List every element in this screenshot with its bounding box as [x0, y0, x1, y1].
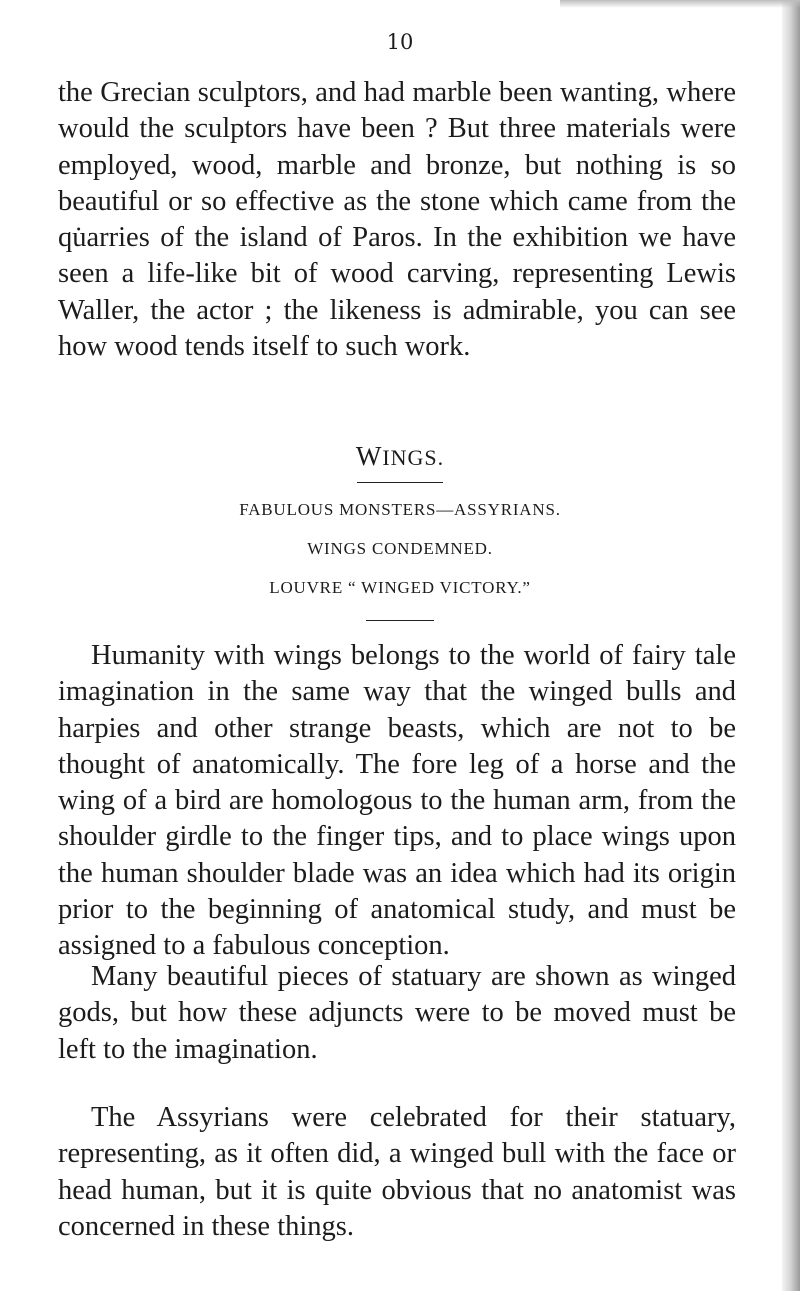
paragraph-statuary: Many beautiful pieces of statuary are shown as winged gods, but how these adjuncts were to be moved must be left to the imagination. [58, 961, 736, 1065]
section-title [0, 441, 800, 472]
section-title-initial: W [355, 441, 383, 471]
title-rule [357, 482, 443, 483]
page-number: 10 [386, 30, 414, 54]
paragraph-humanity: Humanity with wings belongs to the world of fairy tale imagination in the same way that the winged bulls and harpies and other strange beasts, which are not to be thought of anatomically. The fore leg of a horse and the wing of a bird are homologous to the human arm, from the shoulder girdle to the finger tips, and to place wings upon the human shoulder blade was an idea which had its origin prior to the beginning of anatomical study, and must be assigned to a fabulous conception. [58, 640, 736, 962]
subhead-louvre: LOUVRE “ WINGED VICTORY.” [269, 578, 531, 597]
page-top-shadow [560, 0, 800, 8]
subhead-wings-condemned: WINGS CONDEMNED. [307, 539, 493, 558]
subhead-monsters: FABULOUS MONSTERS—ASSYRIANS. [239, 500, 561, 519]
page-edge-shadow [782, 0, 800, 1291]
subhead-rule [366, 620, 434, 621]
paragraph-sculptors: the Grecian sculptors, and had marble been wanting, where would the sculptors have been ? But three materials were employed, wood, marble and bronze, but nothing is so beautiful or so effective as the stone which came from the qu̇arries of the island of Paros. In the exhibition we have seen a life-like bit of wood carving, representing Lewis Waller, the actor ; the likeness is admirable, you can see how wood tends itself to such work. [58, 77, 736, 363]
paragraph-assyrians: The Assyrians were celebrated for their statuary, representing, as it often did, a winged bull with the face or head human, but it is quite obvious that no anatomist was concerned in these things. [58, 1102, 736, 1242]
section-title-rest: INGS. [382, 445, 445, 470]
